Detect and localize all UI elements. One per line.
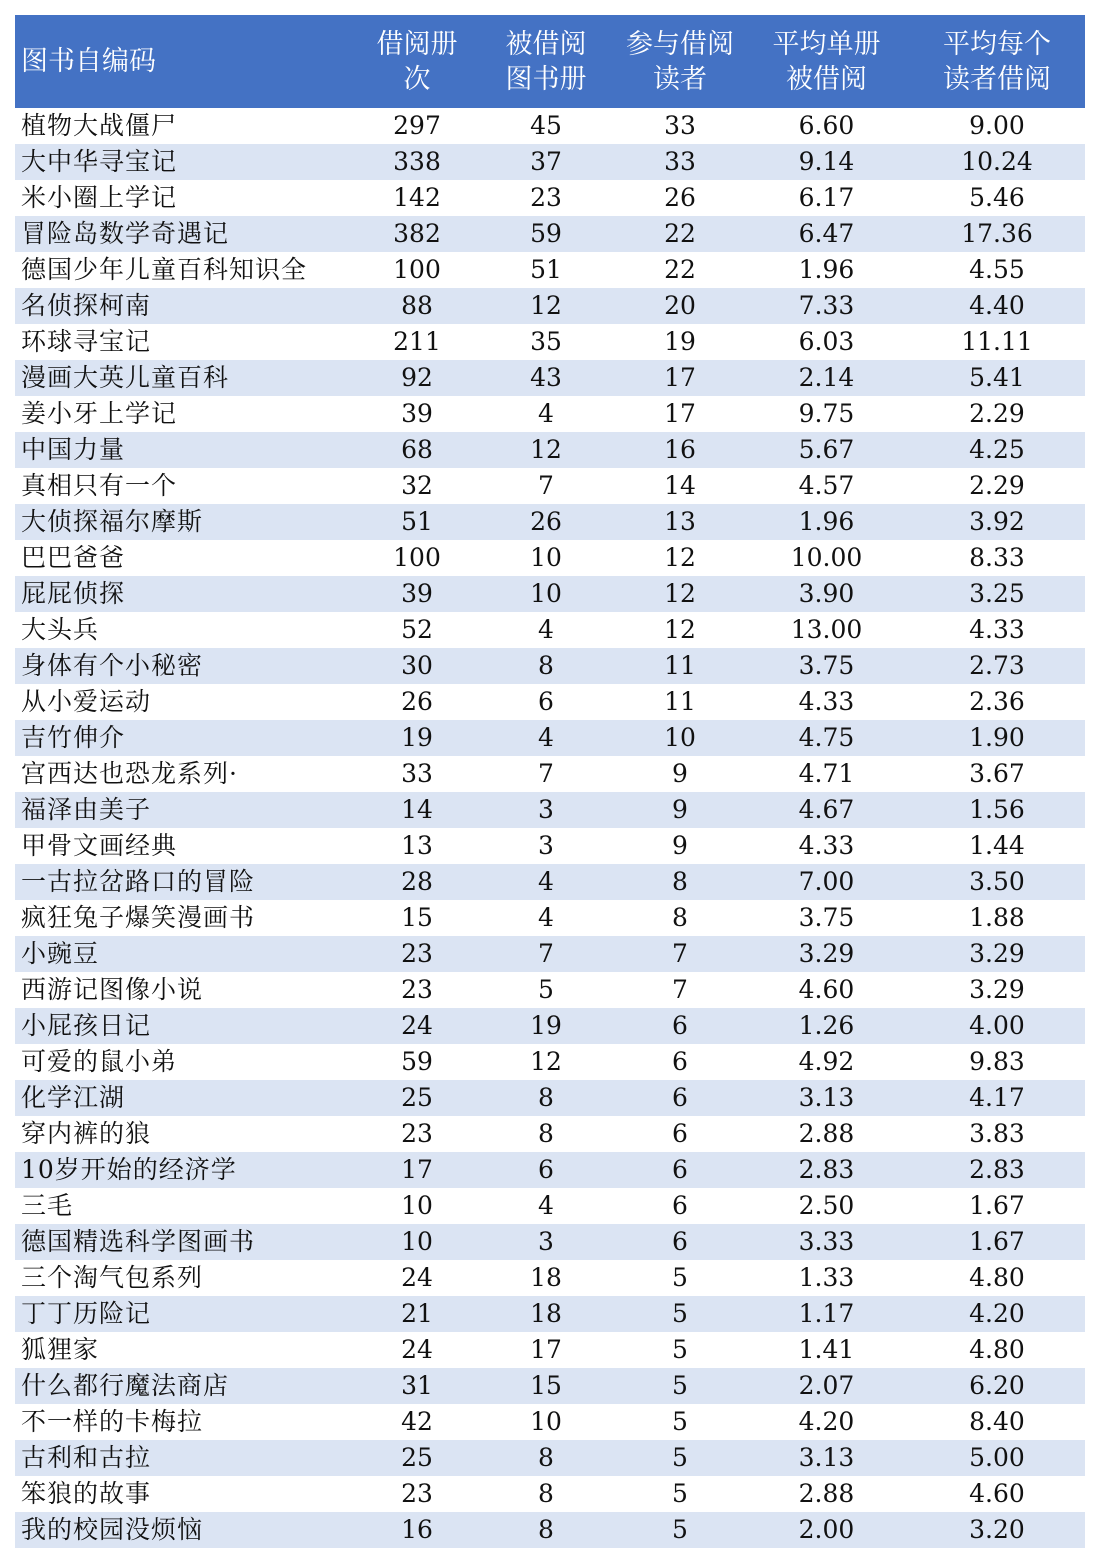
cell-avg-per-reader: 9.00 bbox=[909, 108, 1085, 144]
cell-borrowed-books: 18 bbox=[476, 1296, 616, 1332]
table-row bbox=[15, 1404, 1085, 1440]
cell-avg-per-reader: 4.17 bbox=[909, 1080, 1085, 1116]
cell-avg-per-reader: 3.25 bbox=[909, 576, 1085, 612]
cell-avg-per-reader: 2.36 bbox=[909, 684, 1085, 720]
header-avg-per-reader: 平均每个 读者借阅 bbox=[909, 15, 1085, 108]
cell-readers: 6 bbox=[616, 1044, 744, 1080]
cell-readers: 5 bbox=[616, 1512, 744, 1548]
cell-borrow-count: 10 bbox=[358, 1224, 476, 1260]
cell-avg-per-reader: 1.56 bbox=[909, 792, 1085, 828]
cell-borrow-count: 39 bbox=[358, 396, 476, 432]
cell-book-name: 丁丁历险记 bbox=[15, 1296, 358, 1332]
table-row bbox=[15, 1296, 1085, 1332]
cell-avg-per-reader: 4.20 bbox=[909, 1296, 1085, 1332]
cell-book-name: 米小圈上学记 bbox=[15, 180, 358, 216]
table-row bbox=[15, 288, 1085, 324]
cell-avg-per-book: 4.67 bbox=[744, 792, 909, 828]
cell-borrowed-books: 4 bbox=[476, 900, 616, 936]
cell-avg-per-reader: 4.55 bbox=[909, 252, 1085, 288]
cell-borrow-count: 17 bbox=[358, 1152, 476, 1188]
table-row bbox=[15, 540, 1085, 576]
cell-avg-per-reader: 9.83 bbox=[909, 1044, 1085, 1080]
cell-borrow-count: 100 bbox=[358, 252, 476, 288]
cell-book-name: 三个淘气包系列 bbox=[15, 1260, 358, 1296]
cell-avg-per-reader: 1.90 bbox=[909, 720, 1085, 756]
table-row bbox=[15, 828, 1085, 864]
cell-borrowed-books: 4 bbox=[476, 396, 616, 432]
table-row bbox=[15, 396, 1085, 432]
cell-readers: 6 bbox=[616, 1152, 744, 1188]
cell-borrowed-books: 51 bbox=[476, 252, 616, 288]
table-row bbox=[15, 792, 1085, 828]
cell-avg-per-reader: 8.33 bbox=[909, 540, 1085, 576]
cell-avg-per-reader: 3.20 bbox=[909, 1512, 1085, 1548]
cell-borrow-count: 15 bbox=[358, 900, 476, 936]
cell-readers: 8 bbox=[616, 900, 744, 936]
cell-borrow-count: 24 bbox=[358, 1008, 476, 1044]
cell-book-name: 屁屁侦探 bbox=[15, 576, 358, 612]
table-row bbox=[15, 1224, 1085, 1260]
cell-readers: 17 bbox=[616, 360, 744, 396]
cell-borrow-count: 211 bbox=[358, 324, 476, 360]
cell-borrow-count: 23 bbox=[358, 972, 476, 1008]
cell-book-name: 什么都行魔法商店 bbox=[15, 1368, 358, 1404]
cell-borrow-count: 51 bbox=[358, 504, 476, 540]
cell-readers: 19 bbox=[616, 324, 744, 360]
table-body bbox=[15, 108, 1085, 1548]
cell-readers: 33 bbox=[616, 108, 744, 144]
cell-borrow-count: 142 bbox=[358, 180, 476, 216]
table-row bbox=[15, 684, 1085, 720]
cell-book-name: 大中华寻宝记 bbox=[15, 144, 358, 180]
cell-avg-per-book: 4.75 bbox=[744, 720, 909, 756]
cell-avg-per-reader: 4.25 bbox=[909, 432, 1085, 468]
table-row bbox=[15, 972, 1085, 1008]
cell-readers: 22 bbox=[616, 252, 744, 288]
cell-borrowed-books: 15 bbox=[476, 1368, 616, 1404]
cell-borrowed-books: 12 bbox=[476, 432, 616, 468]
cell-borrow-count: 21 bbox=[358, 1296, 476, 1332]
cell-avg-per-book: 4.71 bbox=[744, 756, 909, 792]
table-row bbox=[15, 1440, 1085, 1476]
table-row bbox=[15, 468, 1085, 504]
cell-avg-per-book: 6.47 bbox=[744, 216, 909, 252]
cell-borrow-count: 32 bbox=[358, 468, 476, 504]
cell-readers: 11 bbox=[616, 684, 744, 720]
table-row bbox=[15, 612, 1085, 648]
header-book-code: 图书自编码 bbox=[15, 15, 358, 108]
cell-borrow-count: 13 bbox=[358, 828, 476, 864]
cell-borrow-count: 28 bbox=[358, 864, 476, 900]
table-row bbox=[15, 108, 1085, 144]
cell-borrowed-books: 12 bbox=[476, 288, 616, 324]
cell-book-name: 笨狼的故事 bbox=[15, 1476, 358, 1512]
cell-borrow-count: 19 bbox=[358, 720, 476, 756]
cell-borrow-count: 31 bbox=[358, 1368, 476, 1404]
cell-book-name: 狐狸家 bbox=[15, 1332, 358, 1368]
header-avg-per-book: 平均单册 被借阅 bbox=[744, 15, 909, 108]
table-row bbox=[15, 1332, 1085, 1368]
cell-borrowed-books: 8 bbox=[476, 1116, 616, 1152]
header-readers: 参与借阅 读者 bbox=[616, 15, 744, 108]
cell-readers: 8 bbox=[616, 864, 744, 900]
cell-book-name: 漫画大英儿童百科 bbox=[15, 360, 358, 396]
cell-borrowed-books: 8 bbox=[476, 1080, 616, 1116]
table-row bbox=[15, 1260, 1085, 1296]
cell-borrow-count: 23 bbox=[358, 936, 476, 972]
cell-avg-per-reader: 11.11 bbox=[909, 324, 1085, 360]
cell-borrow-count: 92 bbox=[358, 360, 476, 396]
cell-avg-per-book: 3.13 bbox=[744, 1440, 909, 1476]
cell-avg-per-book: 2.88 bbox=[744, 1476, 909, 1512]
cell-readers: 12 bbox=[616, 612, 744, 648]
header-borrow-count: 借阅册 次 bbox=[358, 15, 476, 108]
cell-readers: 6 bbox=[616, 1008, 744, 1044]
cell-borrowed-books: 23 bbox=[476, 180, 616, 216]
cell-avg-per-reader: 3.29 bbox=[909, 936, 1085, 972]
cell-avg-per-reader: 1.67 bbox=[909, 1188, 1085, 1224]
cell-borrow-count: 16 bbox=[358, 1512, 476, 1548]
cell-book-name: 德国精选科学图画书 bbox=[15, 1224, 358, 1260]
cell-avg-per-reader: 4.80 bbox=[909, 1260, 1085, 1296]
cell-borrow-count: 88 bbox=[358, 288, 476, 324]
cell-book-name: 名侦探柯南 bbox=[15, 288, 358, 324]
cell-avg-per-book: 2.07 bbox=[744, 1368, 909, 1404]
cell-borrowed-books: 3 bbox=[476, 792, 616, 828]
table-row bbox=[15, 1080, 1085, 1116]
cell-book-name: 中国力量 bbox=[15, 432, 358, 468]
cell-readers: 5 bbox=[616, 1404, 744, 1440]
cell-avg-per-book: 4.33 bbox=[744, 828, 909, 864]
cell-readers: 9 bbox=[616, 756, 744, 792]
cell-book-name: 穿内裤的狼 bbox=[15, 1116, 358, 1152]
cell-borrowed-books: 7 bbox=[476, 936, 616, 972]
table-row bbox=[15, 1044, 1085, 1080]
table-row bbox=[15, 576, 1085, 612]
cell-avg-per-book: 9.14 bbox=[744, 144, 909, 180]
cell-book-name: 真相只有一个 bbox=[15, 468, 358, 504]
cell-avg-per-reader: 3.29 bbox=[909, 972, 1085, 1008]
cell-avg-per-reader: 1.88 bbox=[909, 900, 1085, 936]
cell-book-name: 我的校园没烦恼 bbox=[15, 1512, 358, 1548]
cell-borrow-count: 68 bbox=[358, 432, 476, 468]
table-row bbox=[15, 144, 1085, 180]
cell-readers: 22 bbox=[616, 216, 744, 252]
cell-avg-per-reader: 1.44 bbox=[909, 828, 1085, 864]
table-row bbox=[15, 864, 1085, 900]
cell-avg-per-book: 1.41 bbox=[744, 1332, 909, 1368]
cell-book-name: 小屁孩日记 bbox=[15, 1008, 358, 1044]
cell-readers: 5 bbox=[616, 1332, 744, 1368]
cell-avg-per-reader: 4.33 bbox=[909, 612, 1085, 648]
cell-avg-per-book: 6.17 bbox=[744, 180, 909, 216]
cell-borrow-count: 52 bbox=[358, 612, 476, 648]
cell-book-name: 大侦探福尔摩斯 bbox=[15, 504, 358, 540]
cell-borrow-count: 30 bbox=[358, 648, 476, 684]
cell-borrowed-books: 43 bbox=[476, 360, 616, 396]
cell-readers: 16 bbox=[616, 432, 744, 468]
cell-book-name: 德国少年儿童百科知识全 bbox=[15, 252, 358, 288]
cell-avg-per-book: 9.75 bbox=[744, 396, 909, 432]
cell-borrowed-books: 8 bbox=[476, 1440, 616, 1476]
table-row bbox=[15, 432, 1085, 468]
cell-book-name: 宫西达也恐龙系列· bbox=[15, 756, 358, 792]
cell-readers: 13 bbox=[616, 504, 744, 540]
cell-avg-per-book: 13.00 bbox=[744, 612, 909, 648]
table-row bbox=[15, 1512, 1085, 1548]
cell-borrowed-books: 4 bbox=[476, 720, 616, 756]
cell-avg-per-reader: 4.80 bbox=[909, 1332, 1085, 1368]
cell-avg-per-book: 3.90 bbox=[744, 576, 909, 612]
table-row bbox=[15, 504, 1085, 540]
table-row bbox=[15, 900, 1085, 936]
cell-borrow-count: 25 bbox=[358, 1440, 476, 1476]
cell-avg-per-book: 4.20 bbox=[744, 1404, 909, 1440]
cell-book-name: 三毛 bbox=[15, 1188, 358, 1224]
cell-readers: 12 bbox=[616, 576, 744, 612]
cell-book-name: 吉竹伸介 bbox=[15, 720, 358, 756]
cell-avg-per-book: 1.96 bbox=[744, 252, 909, 288]
cell-book-name: 植物大战僵尸 bbox=[15, 108, 358, 144]
cell-readers: 20 bbox=[616, 288, 744, 324]
cell-avg-per-book: 4.57 bbox=[744, 468, 909, 504]
table-header bbox=[15, 15, 1085, 108]
cell-avg-per-book: 3.33 bbox=[744, 1224, 909, 1260]
cell-avg-per-book: 2.83 bbox=[744, 1152, 909, 1188]
cell-avg-per-book: 2.88 bbox=[744, 1116, 909, 1152]
cell-borrowed-books: 26 bbox=[476, 504, 616, 540]
cell-avg-per-reader: 8.40 bbox=[909, 1404, 1085, 1440]
cell-avg-per-book: 4.92 bbox=[744, 1044, 909, 1080]
cell-readers: 11 bbox=[616, 648, 744, 684]
cell-avg-per-reader: 5.00 bbox=[909, 1440, 1085, 1476]
cell-borrow-count: 100 bbox=[358, 540, 476, 576]
cell-avg-per-book: 2.00 bbox=[744, 1512, 909, 1548]
cell-readers: 26 bbox=[616, 180, 744, 216]
cell-book-name: 环球寻宝记 bbox=[15, 324, 358, 360]
cell-book-name: 甲骨文画经典 bbox=[15, 828, 358, 864]
table-row bbox=[15, 252, 1085, 288]
cell-readers: 6 bbox=[616, 1188, 744, 1224]
table-row bbox=[15, 1152, 1085, 1188]
cell-borrowed-books: 45 bbox=[476, 108, 616, 144]
cell-readers: 6 bbox=[616, 1116, 744, 1152]
cell-borrow-count: 24 bbox=[358, 1260, 476, 1296]
cell-borrowed-books: 35 bbox=[476, 324, 616, 360]
cell-avg-per-book: 3.75 bbox=[744, 648, 909, 684]
cell-borrow-count: 382 bbox=[358, 216, 476, 252]
cell-avg-per-book: 7.00 bbox=[744, 864, 909, 900]
cell-borrowed-books: 6 bbox=[476, 1152, 616, 1188]
cell-book-name: 姜小牙上学记 bbox=[15, 396, 358, 432]
cell-avg-per-book: 1.96 bbox=[744, 504, 909, 540]
cell-avg-per-reader: 3.50 bbox=[909, 864, 1085, 900]
cell-avg-per-reader: 17.36 bbox=[909, 216, 1085, 252]
cell-borrowed-books: 4 bbox=[476, 864, 616, 900]
cell-book-name: 可爱的鼠小弟 bbox=[15, 1044, 358, 1080]
cell-borrow-count: 23 bbox=[358, 1476, 476, 1512]
cell-book-name: 不一样的卡梅拉 bbox=[15, 1404, 358, 1440]
cell-book-name: 西游记图像小说 bbox=[15, 972, 358, 1008]
cell-avg-per-reader: 4.00 bbox=[909, 1008, 1085, 1044]
cell-borrow-count: 338 bbox=[358, 144, 476, 180]
cell-borrow-count: 33 bbox=[358, 756, 476, 792]
cell-borrowed-books: 37 bbox=[476, 144, 616, 180]
table-row bbox=[15, 216, 1085, 252]
cell-readers: 10 bbox=[616, 720, 744, 756]
cell-readers: 9 bbox=[616, 792, 744, 828]
cell-borrowed-books: 12 bbox=[476, 1044, 616, 1080]
cell-borrow-count: 10 bbox=[358, 1188, 476, 1224]
header-row bbox=[15, 15, 1085, 108]
cell-readers: 5 bbox=[616, 1296, 744, 1332]
cell-avg-per-book: 1.33 bbox=[744, 1260, 909, 1296]
cell-avg-per-reader: 2.83 bbox=[909, 1152, 1085, 1188]
cell-avg-per-book: 6.60 bbox=[744, 108, 909, 144]
cell-avg-per-reader: 2.29 bbox=[909, 396, 1085, 432]
cell-borrowed-books: 6 bbox=[476, 684, 616, 720]
table-row bbox=[15, 936, 1085, 972]
cell-avg-per-reader: 3.67 bbox=[909, 756, 1085, 792]
cell-book-name: 小豌豆 bbox=[15, 936, 358, 972]
cell-avg-per-reader: 3.92 bbox=[909, 504, 1085, 540]
table-row bbox=[15, 756, 1085, 792]
cell-book-name: 福泽由美子 bbox=[15, 792, 358, 828]
table-row bbox=[15, 720, 1085, 756]
cell-book-name: 10岁开始的经济学 bbox=[15, 1152, 358, 1188]
cell-borrowed-books: 7 bbox=[476, 468, 616, 504]
cell-borrowed-books: 3 bbox=[476, 828, 616, 864]
cell-borrowed-books: 7 bbox=[476, 756, 616, 792]
cell-avg-per-reader: 3.83 bbox=[909, 1116, 1085, 1152]
table-row bbox=[15, 1368, 1085, 1404]
cell-avg-per-book: 3.13 bbox=[744, 1080, 909, 1116]
cell-avg-per-book: 5.67 bbox=[744, 432, 909, 468]
cell-readers: 6 bbox=[616, 1224, 744, 1260]
table-row bbox=[15, 1008, 1085, 1044]
cell-readers: 5 bbox=[616, 1260, 744, 1296]
cell-avg-per-book: 2.50 bbox=[744, 1188, 909, 1224]
cell-borrowed-books: 8 bbox=[476, 1476, 616, 1512]
cell-readers: 9 bbox=[616, 828, 744, 864]
cell-readers: 7 bbox=[616, 936, 744, 972]
cell-book-name: 身体有个小秘密 bbox=[15, 648, 358, 684]
cell-avg-per-reader: 4.40 bbox=[909, 288, 1085, 324]
cell-borrowed-books: 10 bbox=[476, 576, 616, 612]
cell-avg-per-reader: 5.46 bbox=[909, 180, 1085, 216]
cell-avg-per-reader: 10.24 bbox=[909, 144, 1085, 180]
cell-borrowed-books: 8 bbox=[476, 1512, 616, 1548]
cell-borrow-count: 39 bbox=[358, 576, 476, 612]
cell-borrow-count: 297 bbox=[358, 108, 476, 144]
cell-borrowed-books: 5 bbox=[476, 972, 616, 1008]
table-row bbox=[15, 180, 1085, 216]
cell-readers: 5 bbox=[616, 1440, 744, 1476]
cell-avg-per-book: 1.26 bbox=[744, 1008, 909, 1044]
cell-readers: 5 bbox=[616, 1368, 744, 1404]
cell-book-name: 古利和古拉 bbox=[15, 1440, 358, 1476]
cell-borrowed-books: 19 bbox=[476, 1008, 616, 1044]
cell-borrowed-books: 4 bbox=[476, 1188, 616, 1224]
header-borrowed-books: 被借阅 图书册 bbox=[476, 15, 616, 108]
cell-avg-per-book: 4.33 bbox=[744, 684, 909, 720]
cell-book-name: 巴巴爸爸 bbox=[15, 540, 358, 576]
cell-borrowed-books: 18 bbox=[476, 1260, 616, 1296]
cell-book-name: 化学江湖 bbox=[15, 1080, 358, 1116]
cell-borrowed-books: 4 bbox=[476, 612, 616, 648]
cell-readers: 6 bbox=[616, 1080, 744, 1116]
table-row bbox=[15, 1188, 1085, 1224]
cell-avg-per-book: 3.75 bbox=[744, 900, 909, 936]
cell-book-name: 疯狂兔子爆笑漫画书 bbox=[15, 900, 358, 936]
cell-borrowed-books: 17 bbox=[476, 1332, 616, 1368]
cell-avg-per-book: 1.17 bbox=[744, 1296, 909, 1332]
cell-readers: 33 bbox=[616, 144, 744, 180]
cell-borrow-count: 26 bbox=[358, 684, 476, 720]
cell-avg-per-book: 7.33 bbox=[744, 288, 909, 324]
cell-borrowed-books: 8 bbox=[476, 648, 616, 684]
data-table bbox=[15, 15, 1085, 1548]
cell-avg-per-book: 6.03 bbox=[744, 324, 909, 360]
book-borrowing-table bbox=[15, 15, 1085, 1548]
cell-readers: 5 bbox=[616, 1476, 744, 1512]
cell-readers: 17 bbox=[616, 396, 744, 432]
table-row bbox=[15, 1116, 1085, 1152]
table-row bbox=[15, 324, 1085, 360]
cell-avg-per-book: 10.00 bbox=[744, 540, 909, 576]
cell-readers: 14 bbox=[616, 468, 744, 504]
cell-book-name: 一古拉岔路口的冒险 bbox=[15, 864, 358, 900]
cell-avg-per-reader: 1.67 bbox=[909, 1224, 1085, 1260]
table-row bbox=[15, 1476, 1085, 1512]
cell-borrow-count: 23 bbox=[358, 1116, 476, 1152]
cell-borrow-count: 25 bbox=[358, 1080, 476, 1116]
cell-avg-per-book: 2.14 bbox=[744, 360, 909, 396]
cell-avg-per-reader: 2.29 bbox=[909, 468, 1085, 504]
cell-readers: 12 bbox=[616, 540, 744, 576]
cell-borrowed-books: 3 bbox=[476, 1224, 616, 1260]
cell-book-name: 从小爱运动 bbox=[15, 684, 358, 720]
cell-book-name: 冒险岛数学奇遇记 bbox=[15, 216, 358, 252]
table-row bbox=[15, 360, 1085, 396]
cell-avg-per-reader: 4.60 bbox=[909, 1476, 1085, 1512]
cell-borrow-count: 14 bbox=[358, 792, 476, 828]
cell-avg-per-reader: 2.73 bbox=[909, 648, 1085, 684]
cell-avg-per-book: 4.60 bbox=[744, 972, 909, 1008]
cell-readers: 7 bbox=[616, 972, 744, 1008]
cell-borrow-count: 42 bbox=[358, 1404, 476, 1440]
cell-borrow-count: 24 bbox=[358, 1332, 476, 1368]
cell-book-name: 大头兵 bbox=[15, 612, 358, 648]
cell-avg-per-book: 3.29 bbox=[744, 936, 909, 972]
cell-avg-per-reader: 6.20 bbox=[909, 1368, 1085, 1404]
cell-borrowed-books: 10 bbox=[476, 540, 616, 576]
cell-borrowed-books: 10 bbox=[476, 1404, 616, 1440]
cell-borrowed-books: 59 bbox=[476, 216, 616, 252]
cell-avg-per-reader: 5.41 bbox=[909, 360, 1085, 396]
table-row bbox=[15, 648, 1085, 684]
cell-borrow-count: 59 bbox=[358, 1044, 476, 1080]
